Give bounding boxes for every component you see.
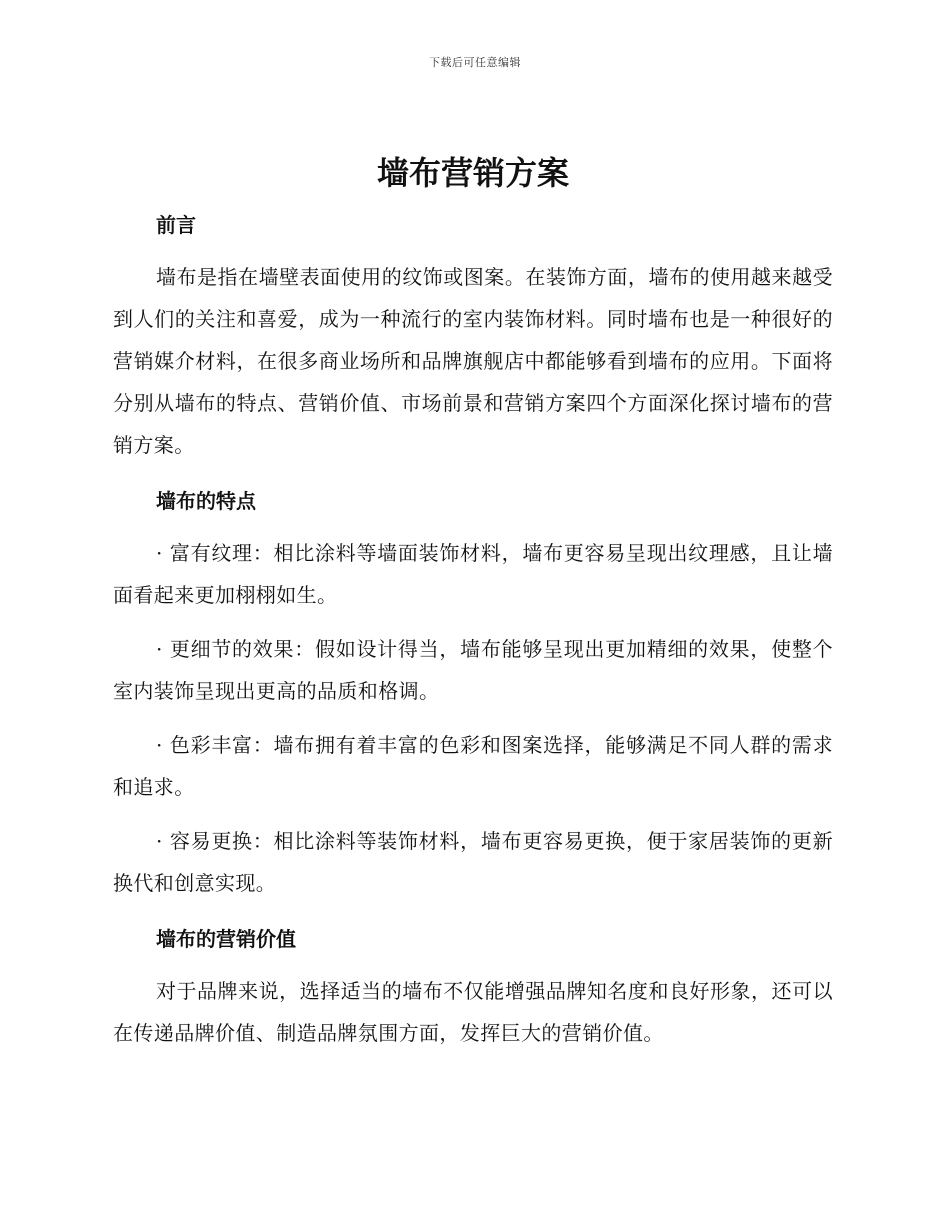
bullet-paragraph: · 容易更换：相比涂料等装饰材料，墙布更容易更换，便于家居装饰的更新换代和创意实现。 [113, 829, 833, 895]
section-heading: 墙布的营销价值 [156, 927, 296, 951]
bullet-paragraph: · 色彩丰富：墙布拥有着丰富的色彩和图案选择，能够满足不同人群的需求和追求。 [113, 733, 833, 799]
page-header-note: 下载后可任意编辑 [429, 56, 521, 69]
section-marketing-value [113, 926, 833, 1054]
section-features [113, 488, 833, 904]
document-title: 墙布营销方案 [376, 154, 569, 192]
document-body [113, 150, 833, 1066]
bullet-paragraph: · 富有纹理：相比涂料等墙面装饰材料，墙布更容易呈现出纹理感，且让墙面看起来更加栩栩如生。 [113, 541, 833, 607]
paragraph: 墙布是指在墙壁表面使用的纹饰或图案。在装饰方面，墙布的使用越来越受到人们的关注和喜爱，成为一种流行的室内装饰材料。同时墙布也是一种很好的营销媒介材料，在很多商业场所和品牌旗舰店中都能够看到墙布的应用。下面将分别从墙布的特点、营销价值、市场前景和营销方案四个方面深化探讨墙布的营销方案。 [113, 265, 833, 457]
section-preface [113, 212, 833, 466]
section-heading: 墙布的特点 [156, 489, 256, 513]
section-heading: 前言 [156, 213, 196, 237]
bullet-paragraph: · 更细节的效果：假如设计得当，墙布能够呈现出更加精细的效果，使整个室内装饰呈现出更高的品质和格调。 [113, 637, 833, 703]
paragraph: 对于品牌来说，选择适当的墙布不仅能增强品牌知名度和良好形象，还可以在传递品牌价值、制造品牌氛围方面，发挥巨大的营销价值。 [113, 979, 833, 1045]
